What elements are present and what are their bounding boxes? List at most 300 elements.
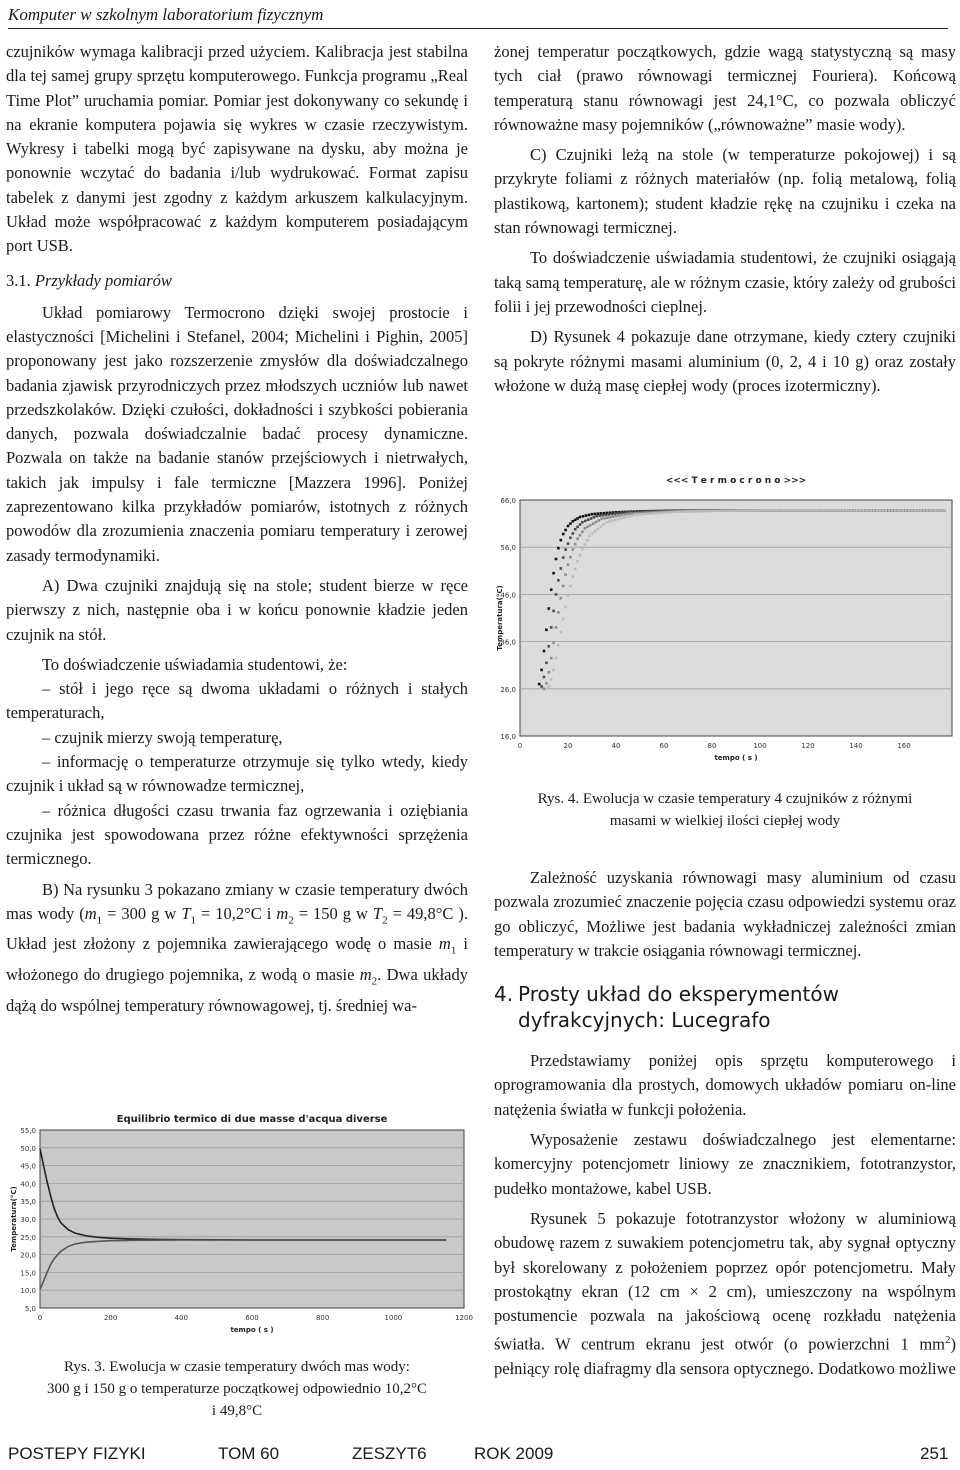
data-point [569,536,572,539]
paragraph: żonej temperatur początkowych, gdzie wagą statystyczną są masy tych ciał (prawo równowagi termicznej Fouriera). Końcową temperaturą stanu równowagi jest 24,1°C, co pozwala obliczyć równoważne masy pojemników („równoważne” masie wody). [494,42,956,134]
data-point [584,543,587,546]
data-point [599,514,602,517]
data-point [850,509,853,512]
data-point [683,510,686,513]
section-heading [494,981,956,1033]
data-point [555,558,558,561]
y-tick-label: 30,0 [20,1216,36,1224]
data-point [700,510,703,513]
data-point [796,509,799,512]
data-point [790,509,793,512]
data-point [576,560,579,563]
data-point [844,509,847,512]
data-point [590,517,593,520]
data-point [540,669,543,672]
data-point [606,516,609,519]
data-point [545,629,548,632]
data-point [867,509,870,512]
data-point [586,525,589,528]
data-point [807,509,810,512]
data-point [569,522,572,525]
data-point [862,509,865,512]
y-tick-label: 20,0 [20,1251,36,1260]
data-point [605,521,608,524]
data-point [552,641,555,644]
data-point [899,509,902,512]
data-point [564,548,567,551]
y-tick-label: 50,0 [20,1144,36,1153]
data-point [576,526,579,529]
data-point [594,530,597,533]
data-point [564,529,567,532]
data-point [634,513,637,516]
data-point [588,514,591,517]
paragraph: czujników wymaga kalibracji przed użyciem. Kalibracja jest stabilna dla tej samej grupy sprzętu komputerowego. Funkcja programu „Real Time Plot” uruchamia pomiar. Pomiar jest dokonywany co sekundę i na ekranie komputera pojawia się wykres w czasie rzeczywistym. Wykresy i tabelki mogą być zapisywane na dysku, aby można je ponownie wczytać do badania i/lub wydrukować. Format zapisu tabelek z danymi jest zgodny z każdym arkuszem kalkulacyjnym. Układ może współpracować z każdym komputerem posiadającym port USB. [6,42,468,256]
data-point [753,509,756,512]
data-point [552,572,555,575]
list-item: – różnica długości czasu trwania faz ogrzewania i oziębiania czujnika jest spowodowana przez różne efektywności sprzężenia termicznego. [6,800,468,869]
data-point [608,513,611,516]
x-tick-label: 200 [103,1314,118,1322]
data-point [608,520,611,523]
data-point [770,509,773,512]
page-number: 251 [920,1444,949,1463]
x-tick-label: 0 [517,742,523,750]
data-point [625,516,628,519]
data-point [581,530,584,533]
data-point [856,509,859,512]
data-point [615,515,618,518]
data-point [603,517,606,520]
y-tick-label: 35,0 [20,1198,36,1207]
data-point [564,573,567,576]
data-point [622,516,625,519]
paragraph: Układ pomiarowy Termocrono dzięki swojej prostocie i elastyczności [Michelini i Stefanel, 2004; Michelini i Pighin, 2005] proponowany jest jako rozszerzenie zmysłów dla doświadczalnego badania zjawisk przyrodniczych przez młodszych uczniów lub nawet przedszkolaków. Dzięki czułości, dokładności i szybkości pobierania danych, pozwala doświadczalnie badać procesy dynamiczne. Pozwala on także na badanie stanów przejściowych i nietrwałych, takich jak impulsy i fale termiczne [Mazzera 1996]. Poniżej zaprezentowano kilka przykładów pomiarów, istotnych z różnych powodów dla zrozumienia znaczenia pomiaru temperatury i zerowej zasady termodynamiki. [6,302,468,565]
data-point [567,542,570,545]
data-point [885,509,888,512]
data-point [548,607,551,610]
data-point [562,618,565,621]
data-point [611,519,614,522]
plot-area [520,500,952,736]
data-point [545,688,548,691]
section-heading [6,269,468,293]
paragraph: To doświadczenie uświadamia studentowi, że czujniki osiągają taką samą temperaturę, ale w różnym czasie, który zależy od grubości folii i jej przewodności cieplnej. [494,248,956,316]
data-point [600,518,603,521]
data-point [654,512,657,515]
x-tick-label: 0 [37,1314,43,1322]
y-tick-label: 40,0 [20,1180,36,1189]
y-axis-label: Temperatura(°C) [496,585,504,651]
x-tick-label: 60 [659,742,669,750]
year: ROK 2009 [474,1444,554,1463]
data-point [873,509,876,512]
data-point [640,513,643,516]
data-point [824,509,827,512]
data-point [572,532,575,535]
x-tick-label: 400 [174,1314,189,1322]
figure-3 [6,1108,473,1350]
data-point [853,509,856,512]
figure-3-caption: Rys. 3. Ewolucja w czasie temperatury dwóch mas wody: 300 g i 150 g o temperaturze początkowej odpowiednio 10,2°C i 49,8°C [46,1359,428,1419]
y-axis-label: Temperatura(°C) [10,1186,18,1252]
data-point [574,568,577,571]
data-point [716,510,719,513]
data-point [586,539,589,542]
y-tick-label: 10,0 [20,1287,36,1296]
data-point [750,509,753,512]
section-title: Przykłady pomiarów [34,270,172,290]
data-point [600,525,603,528]
data-point [663,511,666,514]
data-point [905,509,908,512]
data-point [605,514,608,517]
data-point [550,678,553,681]
data-point [598,519,601,522]
data-point [621,514,624,517]
x-tick-label: 80 [707,742,717,750]
data-point [545,662,548,665]
data-point [574,543,577,546]
data-point [890,509,893,512]
x-tick-label: 800 [315,1314,330,1322]
data-point [574,519,577,522]
right-column [494,40,956,404]
data-point [879,509,882,512]
data-point [627,512,630,515]
data-point [745,509,748,512]
data-point [579,523,582,526]
data-point [911,509,914,512]
data-point [560,597,563,600]
y-tick-label: 5,0 [24,1305,36,1313]
data-point [859,509,862,512]
data-point [552,669,555,672]
data-point [864,509,867,512]
data-point [569,585,572,588]
data-point [557,547,560,550]
data-point [827,509,830,512]
data-point [722,509,725,512]
data-point [813,509,816,512]
data-point [876,509,879,512]
data-point [733,509,736,512]
data-point [739,509,742,512]
data-point [646,513,649,516]
y-tick-label: 45,0 [20,1162,36,1171]
section-number: 4. [494,982,514,1007]
data-point [560,539,563,542]
data-point [923,509,926,512]
data-point [552,610,555,613]
data-point [589,524,592,527]
data-point [762,509,765,512]
data-point [940,509,943,512]
data-point [702,510,705,513]
x-tick-label: 1000 [384,1314,403,1322]
data-point [660,512,663,515]
page-footer [0,1440,960,1470]
data-point [830,509,833,512]
data-point [560,567,563,570]
data-point [708,510,711,513]
data-point [548,645,551,648]
data-point [697,510,700,513]
data-point [756,509,759,512]
chart-title: Equilibrio termico di due masse d'acqua diverse [116,1114,388,1125]
data-point [822,509,825,512]
data-point [882,509,885,512]
data-point [804,509,807,512]
issue: ZESZYT6 [352,1444,427,1463]
data-point [593,516,596,519]
data-point [666,511,669,514]
x-tick-label: 120 [801,742,815,750]
data-point [543,688,546,691]
data-point [562,556,565,559]
figure-4-caption: Rys. 4. Ewolucja w czasie temperatury 4 czujników z różnymi masami w wielkiej ilości ciepłej wody [537,791,913,829]
left-column [6,40,468,1024]
data-point [588,535,591,538]
data-point [545,682,548,685]
data-point [564,606,567,609]
data-point [602,514,605,517]
data-point [776,509,779,512]
data-point [657,512,660,515]
data-point [562,585,565,588]
data-point [574,528,577,531]
data-point [728,509,731,512]
data-point [628,515,631,518]
data-point [839,509,842,512]
data-point [816,509,819,512]
data-point [602,523,605,526]
data-point [711,510,714,513]
data-point [931,509,934,512]
data-point [582,515,585,518]
data-point [567,563,570,566]
data-point [643,513,646,516]
data-point [550,588,553,591]
data-point [842,509,845,512]
data-point [725,509,728,512]
data-point [618,514,621,517]
data-point [937,509,940,512]
data-point [887,509,890,512]
y-tick-label: 56,0 [500,544,516,553]
y-tick-label: 36,0 [500,638,516,647]
x-tick-label: 20 [563,742,573,750]
data-point [742,509,745,512]
data-point [592,522,595,525]
data-point [914,509,917,512]
data-point [819,509,822,512]
data-point [576,517,579,520]
data-point [581,521,584,524]
data-point [943,509,946,512]
data-point [584,520,587,523]
y-tick-label: 26,0 [500,685,516,694]
data-point [579,554,582,557]
data-point [567,525,570,528]
data-point [591,532,594,535]
data-point [934,509,937,512]
section-number: 3.1. [6,270,31,290]
data-point [587,518,590,521]
chart-title: <<< T e r m o c r o n o >>> [665,476,807,486]
data-point [555,626,558,629]
data-point [637,513,640,516]
data-point [672,511,675,514]
data-point [569,556,572,559]
x-tick-label: 40 [611,742,621,750]
data-point [548,671,551,674]
data-point [550,657,553,660]
data-point [611,513,614,516]
data-point [691,510,694,513]
paragraph: B) Na rysunku 3 pokazano zmiany w czasie temperatury dwóch mas wody ($m_1 = 300$ g w $T_1 = 10,2^\circ C$ i $m_2 = 150$ g w $T_2 = 49,8^\circ C$ ). Układ jest złożony z pojemnika zawierającego wodę o masie $m_1$ i włożonego do drugiego pojemnika, z wodą o masie $m_2$. Dwa układy dążą do wspólnej temperatury równowagowej, tj. średniej wa- [6,879,468,1015]
data-point [617,518,620,521]
data-point [612,515,615,518]
data-point [870,509,873,512]
data-point [560,631,563,634]
y-tick-label: 25,0 [20,1233,36,1242]
list-item: – stół i jego ręce są dwoma układami o różnych i stałych temperaturach, [6,679,468,723]
data-point [609,516,612,519]
data-point [562,533,565,536]
data-point [764,509,767,512]
data-point [705,510,708,513]
data-point [908,509,911,512]
data-point [567,595,570,598]
data-point [714,510,717,513]
list-item: – czujnik mierzy swoją temperaturę, [42,727,283,747]
paragraph: To doświadczenie uświadamia studentowi, że: [42,654,348,674]
y-tick-label: 16,0 [500,733,516,741]
data-point [540,685,543,688]
data-point [669,511,672,514]
data-point [557,579,560,582]
chart-figure-4 [494,470,956,780]
data-point [543,676,546,679]
figure-4 [494,470,956,780]
data-point [651,512,654,515]
paragraph: Przedstawiamy poniżej opis sprzętu komputerowego i oprogramowania dla prostych, domowych układów pomiaru on-line natężenia światła w funkcji położenia. [494,1051,956,1119]
data-point [759,509,762,512]
data-point [836,509,839,512]
data-point [648,512,651,515]
y-tick-label: 66,0 [500,497,516,505]
data-point [584,527,587,530]
data-point [902,509,905,512]
data-point [585,514,588,517]
chart-figure-3 [6,1108,473,1350]
data-point [620,517,623,520]
data-point [802,509,805,512]
data-point [614,519,617,522]
data-point [677,510,680,513]
data-point [631,514,634,517]
x-tick-label: 160 [897,742,911,750]
data-point [896,509,899,512]
journal-name: POSTEPY FIZYKI [8,1444,146,1463]
data-point [793,509,796,512]
data-point [581,548,584,551]
right-column-lower [494,866,956,1388]
data-point [597,528,600,531]
data-point [572,575,575,578]
data-point [779,509,782,512]
data-point [736,509,739,512]
section-title-line-2: dyfrakcyjnych: Lucegrafo [518,1008,771,1033]
data-point [680,510,683,513]
data-point [538,683,541,686]
data-point [617,512,620,515]
data-point [773,509,776,512]
data-point [557,644,560,647]
y-tick-label: 46,0 [500,591,516,600]
list-item: – informację o temperaturze otrzymuje się tylko wtedy, kiedy czujnik i układ są w równowadze termicznej, [6,752,468,796]
data-point [925,509,928,512]
data-point [543,650,546,653]
data-point [767,509,770,512]
data-point [579,534,582,537]
x-tick-label: 140 [849,742,863,750]
data-point [730,509,733,512]
data-point [784,509,787,512]
data-point [686,510,689,513]
data-point [595,521,598,524]
data-point [591,513,594,516]
data-point [596,515,599,518]
section-title: Prosty układ do eksperymentów [518,982,839,1007]
data-point [579,516,582,519]
x-tick-label: 1200 [455,1314,473,1322]
data-point [548,685,551,688]
data-point [624,513,627,516]
data-point [572,520,575,523]
paragraph: Rysunek 5 pokazuje fototranzystor włożony w aluminiową obudowę razem z suwakiem potencjometru tak, aby sygnał optyczny był skorelowany z położeniem poprzez opór potencjometru. Mały prostokątny ekran (12 cm × 2 cm), umieszczony na wspólnym postumencie pozwala na jakościową ocenę rozkładu natężenia światła. W centrum ekranu jest otwór (o powierzchni 1 $mm^2$) pełniący rolę diafragmy dla sensora optycznego. Dodatkowo możliwe [494,1208,956,1379]
paragraph: Wyposażenie zestawu doświadczalnego jest elementarne: komercyjny potencjometr liniowy ze znacznikiem, fototranzystor, pudełko montażowe, kabel USB. [494,1130,956,1198]
paragraph: D) Rysunek 4 pokazuje dane otrzymane, kiedy cztery czujniki są pokryte różnymi masami aluminium (0, 2, 4 i 10 g) oraz zostały włożone w dużą masę ciepłej wody (proces izotermiczny). [494,327,956,395]
paragraph: A) Dwa czujniki znajdują się na stole; student bierze w ręce pierwszy z nich, następnie oba i w końcu ponownie kładzie jeden czujnik na stół. [6,575,468,644]
x-tick-label: 100 [753,742,767,750]
data-point [614,512,617,515]
data-point [787,509,790,512]
running-head: Komputer w szkolnym laboratorium fizycznym [8,2,948,29]
x-tick-label: 600 [245,1314,259,1322]
data-point [928,509,931,512]
data-point [893,509,896,512]
data-point [576,537,579,540]
data-point [833,509,836,512]
x-axis-label: tempo ( s ) [714,754,758,762]
data-point [675,511,678,514]
data-point [694,510,697,513]
data-point [799,509,802,512]
paragraph: C) Czujniki leżą na stole (w temperaturze pokojowej) i są przykryte foliami z różnych materiałów (np. folią metalową, folią plastikową, kartonem); student kładzie rękę na czujniku i czeka na stan równowagi termicznej. [494,145,956,238]
data-point [689,510,692,513]
paragraph: Zależność uzyskania równowagi masy aluminium od czasu pozwala zrozumieć znaczenie pojęcia czasu odpowiedzi systemu oraz go obliczyć, Możliwe jest badania wykładniczej zależności zmian temperatury w trakcie osiągania równowagi termicznej. [494,868,956,960]
data-point [782,509,785,512]
data-point [920,509,923,512]
data-point [917,509,920,512]
data-point [557,611,560,614]
y-tick-label: 55,0 [20,1127,36,1135]
data-point [572,548,575,551]
data-point [847,509,850,512]
data-point [719,509,722,512]
